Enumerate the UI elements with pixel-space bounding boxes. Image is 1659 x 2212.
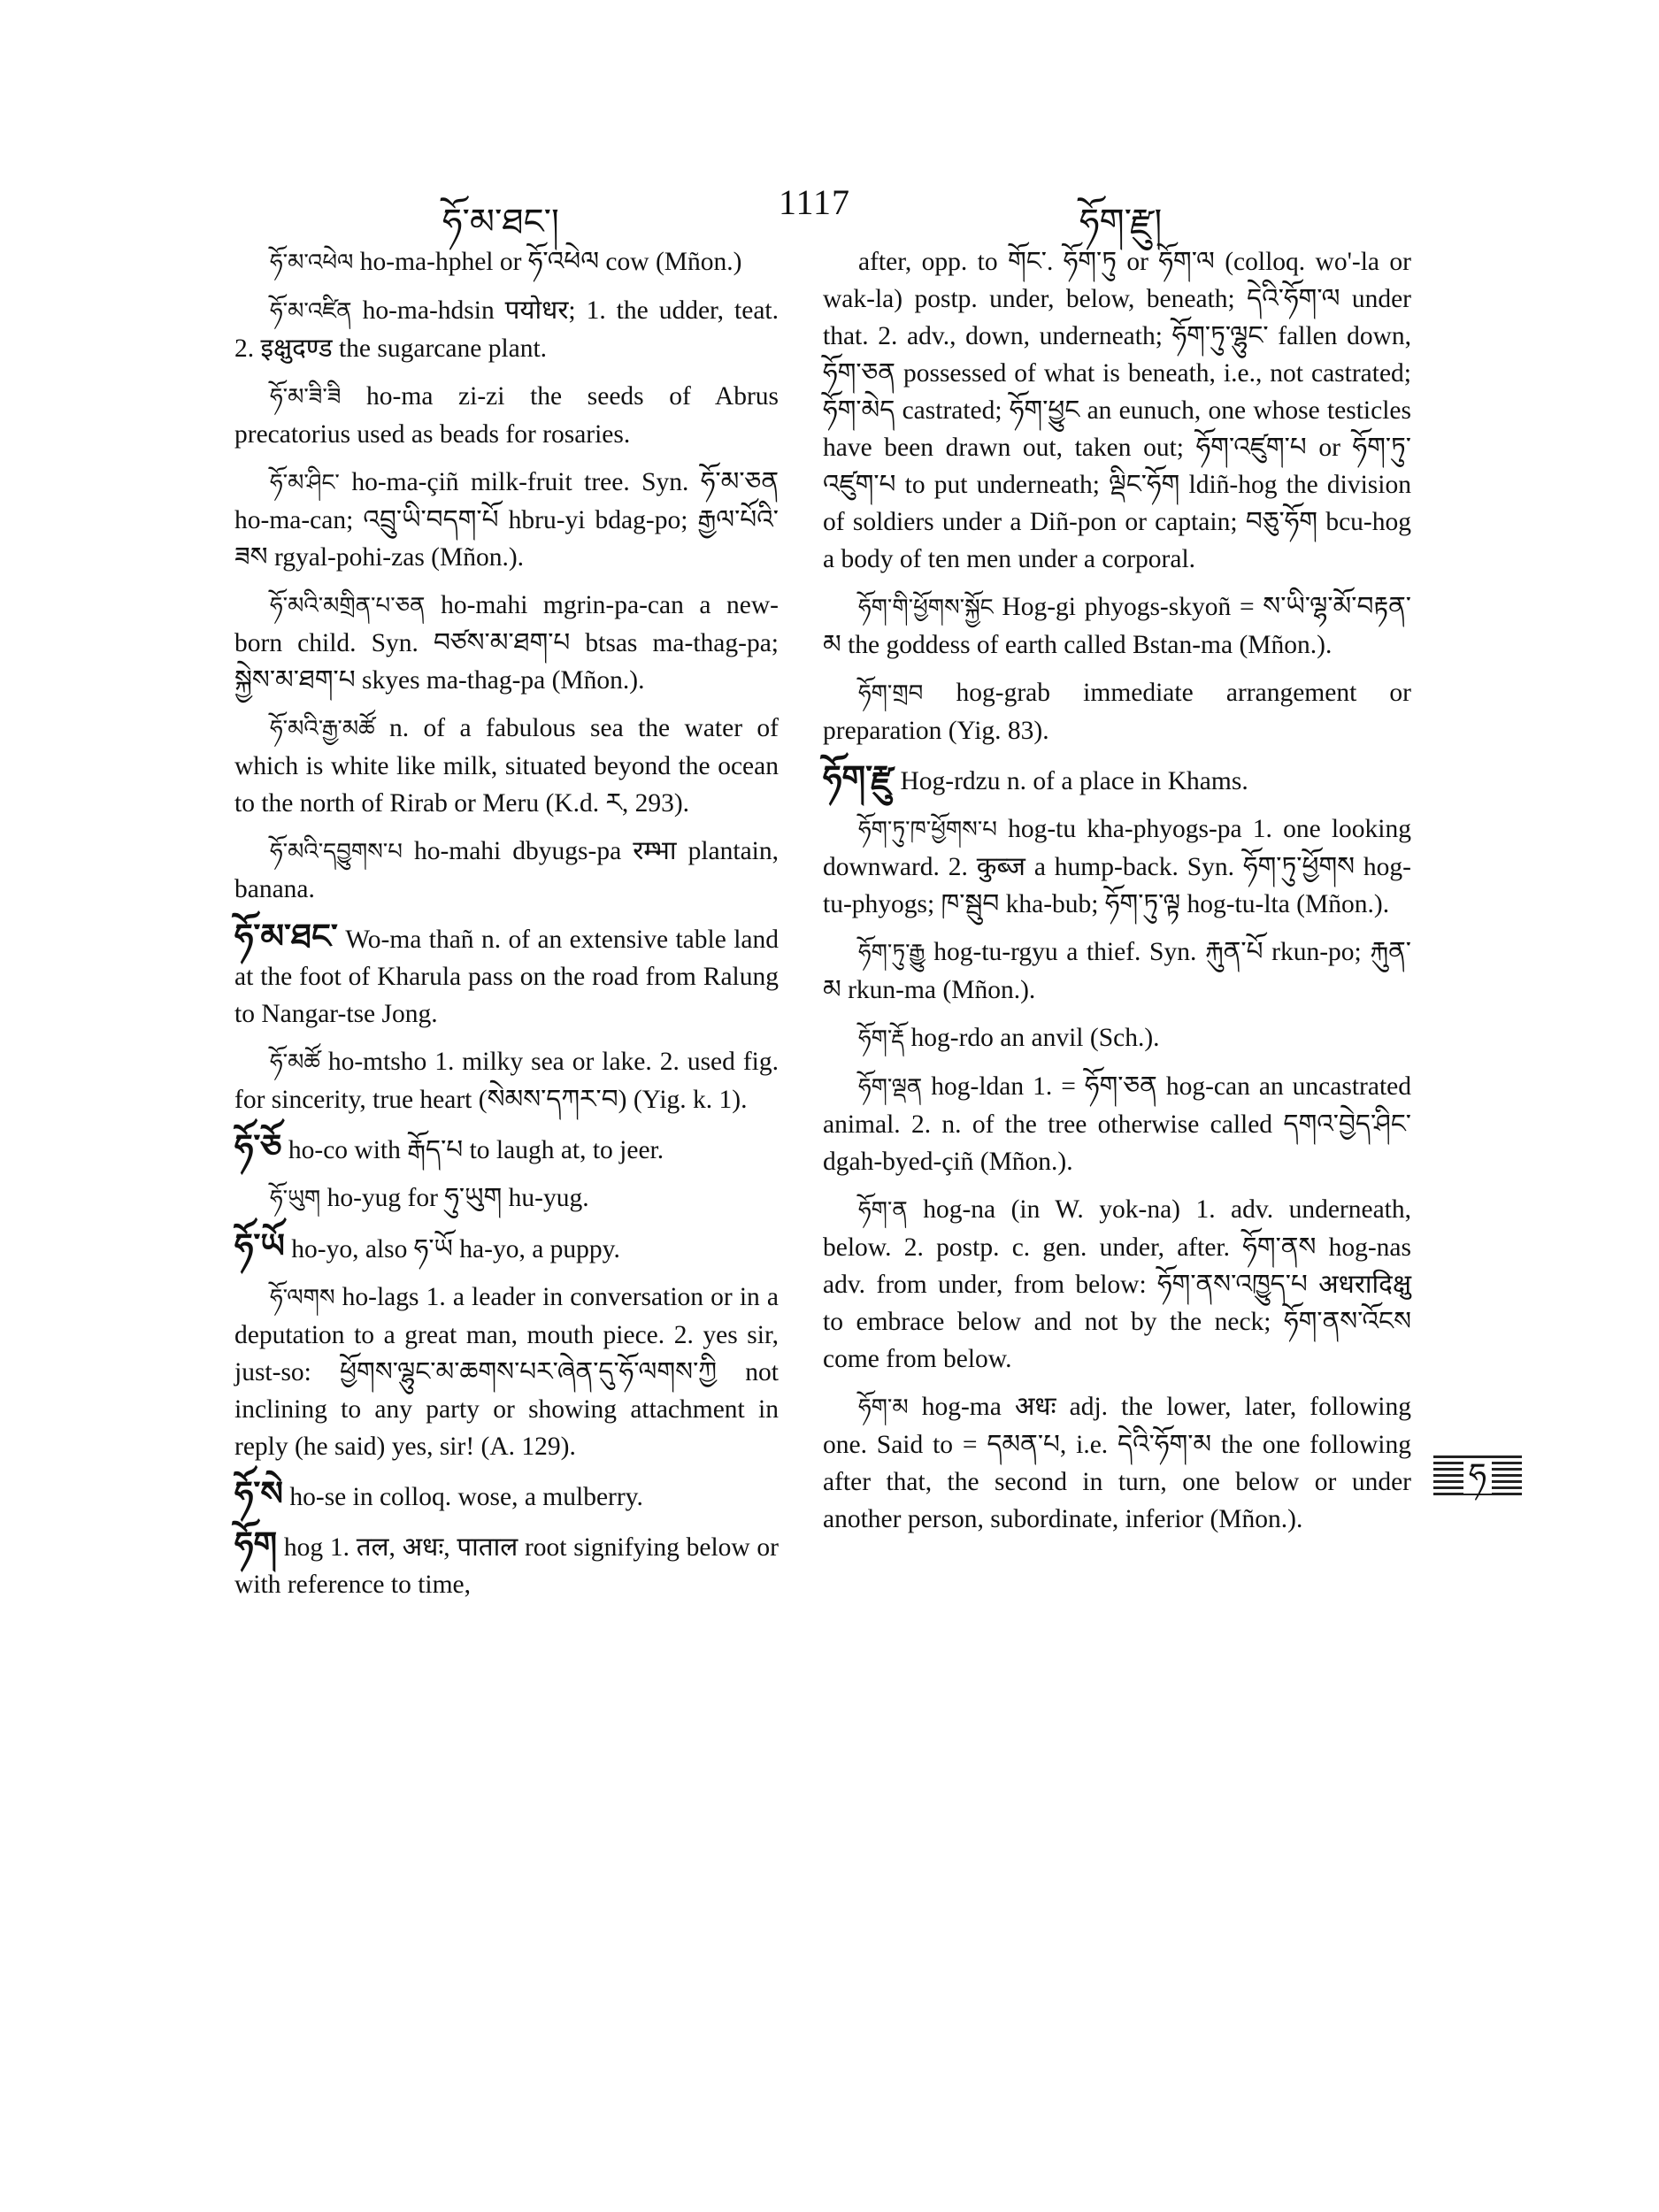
entry-definition: n. of a fabulous sea the water of which is white like milk, situated beyond the ocean to the north of Rirab or Meru (K.d. ར, 293). — [234, 714, 779, 818]
entry-definition: hog-ma अधः adj. the lower, later, following one. Said to = དམན་པ, i.e. དེའི་ཧོག་མ the one following after that, the second in turn, one below or under another person, subordinate, inferior (Mñon.). — [823, 1393, 1412, 1533]
running-header — [0, 181, 1659, 242]
dictionary-entry — [234, 1179, 779, 1217]
entry-definition: ho-mahi dbyugs-pa रम्भा plantain, banana. — [234, 837, 780, 903]
entry-headword: ཧོ་མའི་མགྲིན་པ་ཅན — [270, 593, 426, 618]
dictionary-entry — [823, 810, 1411, 923]
entry-headword: ཧོག་རྡོ — [858, 1025, 905, 1051]
entry-definition: ho-co with རྒོད་པ to laugh at, to jeer. — [288, 1136, 664, 1164]
entry-definition: ho-mtsho 1. milky sea or lake. 2. used fig. for sincerity, true heart (སེམས་དཀར་བ) (Yig. k. 1). — [234, 1048, 779, 1114]
entry-headword: ཧོག་ཏུ་རྒྱུ — [858, 940, 926, 965]
dictionary-entry — [823, 1388, 1411, 1538]
entry-definition: ho-ma-hphel or ཧོ་འཕེལ cow (Mñon.) — [359, 248, 742, 276]
dictionary-entry — [823, 933, 1411, 1009]
entry-headword: ཧོ་སེ — [234, 1476, 283, 1513]
entry-headword: ཧོ་ཅོ — [234, 1129, 282, 1166]
dictionary-entry — [234, 292, 779, 367]
entry-definition: after, opp. to གོང་. ཧོག་ཏུ or ཧོག་ལ (colloq. wo'-la or wak-la) postp. under, below, beneath; དེའི་ཧོག་ལ under that. 2. adv., down, underneath; ཧོག་ཏུ་ལྷུང་ fallen down, ཧོག་ཅན possessed of what is beneath, i.e., not castrated; ཧོག་མེད castrated; ཧོག་ཕྱུང an eunuch, one whose testicles have been drawn out, taken out; ཧོག་འཛུག་པ or ཧོག་ཏུ་འཛུག་པ to put underneath; ལྡིང་ཧོག ldiñ-hog the division of soldiers under a Diñ-pon or captain; བཅུ་ཧོག bcu-hog a body of ten men under a corporal. — [823, 248, 1411, 573]
left-column — [234, 243, 779, 1614]
entry-definition: Hog-rdzu n. of a place in Khams. — [900, 767, 1248, 795]
dictionary-entry — [234, 243, 779, 281]
dictionary-entry — [234, 1228, 779, 1268]
entry-definition: hog-ldan 1. = ཧོག་ཅན hog-can an uncastrated animal. 2. n. of the tree otherwise called དགའ་བྱེད་ཤིང་ dgah-byed-çiñ (Mñon.). — [823, 1072, 1412, 1176]
entry-headword: ཧོག་གི་ཕྱོགས་སྐྱོང — [858, 595, 994, 620]
entry-headword: ཧོག་གྲབ — [858, 680, 924, 706]
entry-headword: ཧོ་མའི་རྒྱ་མཚོ — [270, 716, 375, 741]
dictionary-entry — [234, 1279, 779, 1465]
entry-headword: ཧོ་མ་འཛིན — [270, 298, 352, 324]
entry-definition: ho-yo, also ཧ་ཡོ ha-yo, a puppy. — [291, 1235, 620, 1263]
entry-headword: ཧོག་ན — [858, 1197, 908, 1223]
entry-definition: Hog-gi phyogs-skyoñ = ས་ཡི་ལྷ་མོ་བརྟན་མ the goddess of earth called Bstan-ma (Mñon.). — [823, 593, 1411, 659]
dictionary-entry — [234, 1043, 779, 1118]
entry-headword: ཧོ་མ་ཤིང་ — [270, 470, 340, 495]
entry-definition: Wo-ma thañ n. of an extensive table land at the foot of Kharula pass on the road from Ralung to Nangar-tse Jong. — [234, 926, 780, 1028]
dictionary-entry — [823, 1019, 1411, 1057]
entry-headword: ཧོ་ལགས — [270, 1285, 335, 1310]
right-column — [823, 243, 1411, 1548]
entry-definition: ho-mahi mgrin-pa-can a new-born child. Syn. བཙས་མ་ཐག་པ btsas ma-thag-pa; སྐྱེས་མ་ཐག་པ skyes ma-thag-pa (Mñon.). — [234, 591, 779, 695]
entry-definition: hog-grab immediate arrangement or preparation (Yig. 83). — [823, 679, 1412, 745]
dictionary-entry — [234, 918, 779, 1033]
dictionary-entry — [234, 587, 779, 699]
dictionary-entry — [823, 760, 1411, 800]
dictionary-entry — [823, 243, 1411, 578]
dictionary-entry — [823, 1191, 1411, 1378]
header-left-headword: ཧོ་མ་ཐང་། — [442, 202, 559, 242]
entry-definition: ho-ma-çiñ milk-fruit tree. Syn. ཧོ་མ་ཅན ho-ma-can; འབྲུ་ཡི་བདག་པོ hbru-yi bdag-po; རྒྱལ་པོའི་ཟས rgyal-pohi-zas (Mñon.). — [234, 468, 779, 572]
thumb-index-glyph: ཧ — [1463, 1458, 1492, 1494]
dictionary-entry — [823, 674, 1411, 749]
entry-headword: ཧོག་རྫུ — [823, 760, 895, 797]
entry-headword: ཧོ་ཡོ — [234, 1228, 285, 1265]
entry-definition: hog 1. तल, अधः, पाताल root signifying below or with reference to time, — [234, 1533, 780, 1599]
entry-headword: ཧོ་མ་ཐང་ — [234, 918, 338, 956]
dictionary-entry — [234, 1129, 779, 1169]
dictionary-entry — [823, 1068, 1411, 1180]
entry-headword: ཧོ་མ་ཟི་ཟི — [270, 384, 342, 410]
dictionary-entry — [234, 1476, 779, 1516]
entry-definition: ho-ma zi-zi the seeds of Abrus precatorius used as beads for rosaries. — [234, 382, 779, 449]
entry-definition: ho-lags 1. a leader in conversation or in a deputation to a great man, mouth piece. 2. yes sir, just-so: ཕྱོགས་ལྷུང་མ་ཆགས་པར་ཞེན་དུ་ཧོ་ལགས་ཀྱི not inclining to any party or showing attachment in reply (he said) yes, sir! (A. 129). — [234, 1283, 779, 1461]
entry-definition: ho-yug for ཧུ་ཡུག hu-yug. — [326, 1184, 589, 1212]
entry-headword: ཧོག་ཏུ་ཁ་ཕྱོགས་པ — [858, 817, 997, 842]
dictionary-entry — [234, 710, 779, 822]
dictionary-entry — [234, 464, 779, 576]
header-right-headword: ཧོག་རྫུ། — [1079, 202, 1163, 242]
entry-definition: ho-se in colloq. wose, a mulberry. — [289, 1483, 643, 1511]
entry-headword: ཧོ་མའི་དབྱུགས་པ — [270, 839, 403, 864]
dictionary-entry — [234, 1526, 779, 1603]
entry-definition: hog-tu-rgyu a thief. Syn. རྐུན་པོ rkun-po; རྐུན་མ rkun-ma (Mñon.). — [823, 938, 1412, 1004]
entry-headword: ཧོག་ལྡན — [858, 1074, 923, 1100]
entry-definition: ho-ma-hdsin पयोधर; 1. the udder, teat. 2. इक्षुदण्ड the sugarcane plant. — [234, 296, 779, 363]
entry-definition: hog-tu kha-phyogs-pa 1. one looking downward. 2. कुब्ज a hump-back. Syn. ཧོག་ཏུ་ཕྱོགས hog-tu-phyogs; ཁ་སྦུབ kha-bub; ཧོག་ཏུ་ལྟ hog-tu-lta (Mñon.). — [823, 815, 1412, 918]
entry-definition: hog-rdo an anvil (Sch.). — [910, 1024, 1160, 1052]
dictionary-entry — [234, 833, 779, 908]
entry-headword: ཧོག་མ — [858, 1394, 909, 1420]
dictionary-entry — [234, 378, 779, 453]
thumb-index-tab — [1433, 1455, 1522, 1496]
entry-headword: ཧོ་མཚོ — [270, 1049, 320, 1075]
entry-definition: hog-na (in W. yok-na) 1. adv. underneath, below. 2. postp. c. gen. under, after. ཧོག་ནས hog-nas adv. from under, from below: ཧོག་ནས་འཁྱུད་པ अधरादिक्षु to embrace below and not by the neck; ཧོག་ནས་འོངས come from below. — [823, 1195, 1411, 1373]
entry-headword: ཧོ་མ་འཕེལ — [270, 250, 354, 275]
dictionary-entry — [823, 588, 1411, 664]
entry-headword: ཧོག — [234, 1526, 278, 1563]
entry-headword: ཧོ་ཡུག — [270, 1186, 321, 1211]
page-number: 1117 — [779, 182, 851, 222]
